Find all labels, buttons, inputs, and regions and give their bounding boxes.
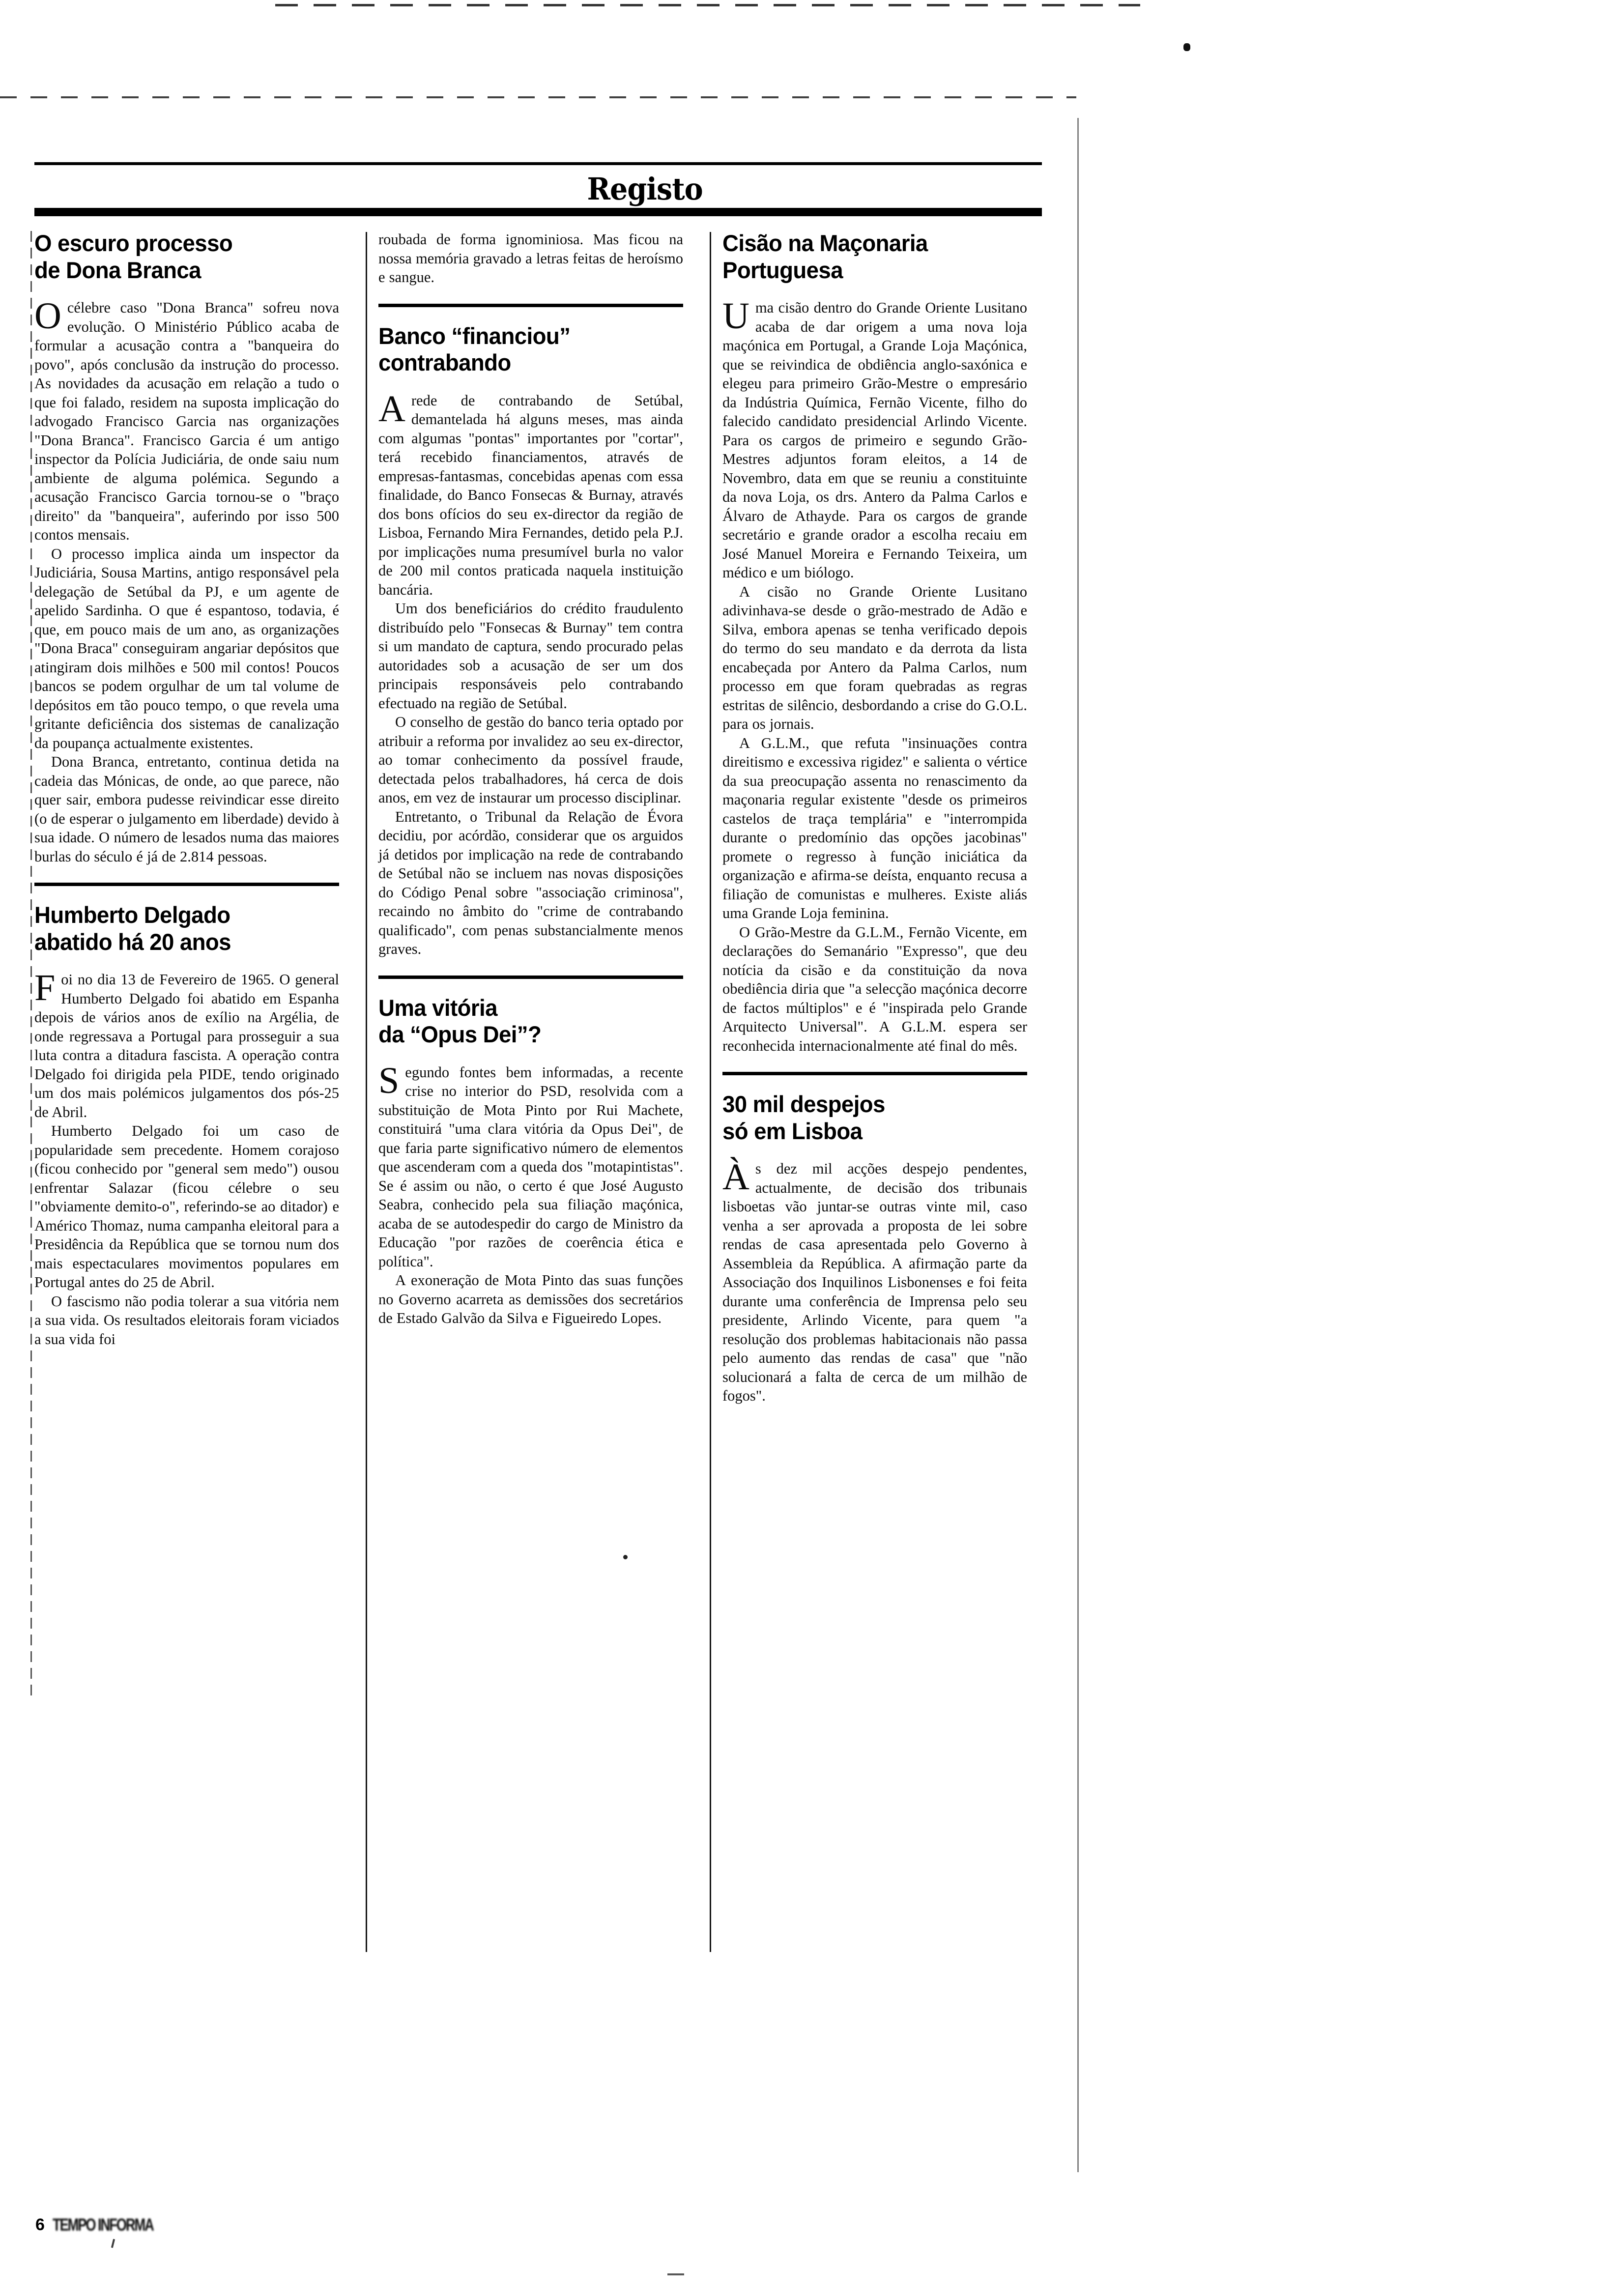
article-divider: [722, 1072, 1027, 1075]
column-1: [34, 230, 339, 1965]
article-headline: Cisão na Maçonaria Portuguesa: [722, 230, 928, 283]
section-masthead: [34, 162, 1042, 216]
scan-artifact-dot: [1183, 43, 1190, 51]
scan-artifact-left-edge: [30, 231, 32, 1695]
article-divider: [378, 304, 683, 307]
column-3: [722, 230, 1027, 1965]
article-dona-branca-continuation: [378, 230, 683, 287]
paragraph: A cisão no Grande Oriente Lusitano adivinhava-se desde o grão-mestrado de Adão e Silva, embora apenas se tenha verificado depois do termo do seu mandato e da derrota da lista encabeçada por Antero da Palma Carlos, num processo em que foram quebradas as regras estritas de silêncio, desbordando a crise do G.O.L. para os jornais.: [722, 583, 1027, 733]
article-body: [722, 1156, 1027, 1406]
paragraph: Océlebre caso "Dona Branca" sofreu nova evolução. O Ministério Público acaba de formular a acusação contra a "banqueira do povo", após conclusão da instrução do processo. As novidades da acusação em relação a tudo o que foi falado, residem na suposta implicação do advogado Francisco Garcia nas organizações "Dona Branca". Francisco Garcia é um antigo inspector da Polícia Judiciária, de onde saiu num ambiente de alguma polémica. Segundo a acusação Francisco Garcia tornou-se o "braço direito" da "banqueira", auferindo por isso 500 contos mensais.: [34, 295, 339, 544]
article-headline: Uma vitória da “Opus Dei”?: [378, 994, 542, 1048]
paragraph: Segundo fontes bem informadas, a recente crise no interior do PSD, resolvida com a substituição de Mota Pinto por Rui Machete, constituirá "uma clara vitória da Opus Dei", de que faria parte significativo número de elementos que ascenderam com a queda dos "motapintistas". Se é assim ou não, o certo é que José Augusto Seabra, conhecido pela sua filiação maçónica, acaba de se autodespedir do cargo de Ministro da Educação "por razões de coerência ética e política".: [378, 1060, 683, 1270]
scan-artifact-left-dashes: [0, 96, 1076, 98]
paragraph: O fascismo não podia tolerar a sua vitória nem a sua vida. Os resultados eleitorais foram viciados a sua vida foi: [34, 1292, 339, 1348]
article-dona-branca: [34, 230, 339, 866]
page-title: Registo: [587, 171, 703, 207]
article-columns: [34, 230, 1043, 1965]
article-divider: [34, 883, 339, 886]
page-number: 6: [35, 2215, 45, 2234]
paragraph: O Grão-Mestre da G.L.M., Fernão Vicente, em declarações do Semanário "Expresso", que deu notícia da cisão e da constituição da nova obediência diria que "a selecção maçónica decorre de factos múltiplos" e é "inspirada pelo Grande Arquitecto Universal". A G.L.M. espera ser reconhecida internacionalmente até final do mês.: [722, 923, 1027, 1054]
paragraph: A exoneração de Mota Pinto das suas funções no Governo acarreta as demissões dos secretários de Estado Galvão da Silva e Figueiredo Lopes.: [378, 1272, 683, 1327]
article-banco-contrabando: [378, 323, 683, 959]
scan-artifact-right-edge: [1077, 118, 1079, 2172]
paragraph: Entretanto, o Tribunal da Relação de Évora decidiu, por acórdão, considerar que os arguidos já detidos por implicação na rede de contrabando de Setúbal não se incluem nas novas disposições do Código Penal sobre "associação criminosa", recaindo no âmbito do "crime de contrabando qualificado", com penas substancialmente menos graves.: [378, 808, 683, 958]
paragraph: Humberto Delgado foi um caso de popularidade sem precedente. Homem corajoso (ficou conhecido por "general sem medo") ousou enfrentar Salazar (ficou célebre o seu "obviamente demito-o", referindo-se ao ditador) e Américo Thomaz, numa campanha eleitoral para a Presidência da República que se tornou num dos mais espectaculares movimentos populares em Portugal antes do 25 de Abril.: [34, 1122, 339, 1291]
paragraph: O conselho de gestão do banco teria optado por atribuir a reforma por invalidez ao seu ex-director, ao tomar conhecimento da possível fraude, detectada pelos trabalhadores, há cerca de dois anos, em vez de instaurar um processo disciplinar.: [378, 714, 683, 806]
article-humberto-delgado: [34, 902, 339, 1349]
paragraph: Uma cisão dentro do Grande Oriente Lusitano acaba de dar origem a uma nova loja maçónica em Portugal, a Grande Loja Maçónica, que se reivindica de obdiência anglo-saxónica e elegeu para primeiro Grão-Mestre o empresário da Indústria Química, Fernão Vicente, filho do falecido candidato presidencial Arlindo Vicente. Para os cargos de primeiro e segundo Grão-Mestres adjuntos foram eleitos, a 14 de Novembro, data em que se reuniu a constituinte da nova Loja, os drs. Antero da Palma Carlos e Álvaro de Athayde. Para os cargos de grande secretário e grande orador a escolha recaiu em José Manuel Moreira e Fernando Teixeira, um médico e um biólogo.: [722, 295, 1027, 581]
paragraph: Um dos beneficiários do crédito fraudulento distribuído pelo "Fonsecas & Burnay" tem contra si um mandato de captura, sendo procurado pelas autoridades sob a acusação de ser um dos principais responsáveis pelo contrabando efectuado na região de Setúbal.: [378, 600, 683, 712]
paragraph: roubada de forma ignominiosa. Mas ficou na nossa memória gravado a letras feitas de heroísmo e sangue.: [378, 231, 683, 286]
article-headline: O escuro processo de Dona Branca: [34, 230, 233, 283]
scan-artifact-tick: [111, 2239, 115, 2248]
article-divider: [378, 976, 683, 979]
article-body: [722, 295, 1027, 1055]
paragraph: A G.L.M., que refuta "insinuações contra direitismo e excessiva rigidez" e salienta o vértice da sua preocupação assenta no renascimento da maçonaria regular existente "desde os primeiros castelos de traça templária" e "interrompida durante o predomínio das opções jacobinas" promete o regresso à função iniciática da organização e afirma-se deísta, enquanto recusa a filiação de comunistas e mulheres. Existe aliás uma Grande Loja feminina.: [722, 734, 1027, 922]
article-headline: 30 mil despejos só em Lisboa: [722, 1091, 885, 1144]
paragraph: Arede de contrabando de Setúbal, demantelada há alguns meses, mas ainda com algumas "pontas" importantes por "cortar", terá recebido financiamentos, através de empresas-fantasmas, concebidas apenas com essa finalidade, do Banco Fonsecas & Burnay, através dos bons ofícios do seu ex-director da região de Lisboa, Fernando Mira Fernandes, detido pela P.J. por implicações numa presumível burla no valor de 200 mil contos praticada naquela instituição bancária.: [378, 388, 683, 598]
article-headline: Humberto Delgado abatido há 20 anos: [34, 902, 231, 955]
article-body: [378, 230, 683, 287]
paragraph: O processo implica ainda um inspector da Judiciária, Sousa Martins, antigo responsável pela delegação de Setúbal da PJ, e um agente de apelido Sardinha. O que é espantoso, todavia, é que, em pouco mais de um ano, as organizações "Dona Braca" conseguiram angariar depósitos que atingiram dois milhões e 500 mil contos! Poucos bancos se podem orgulhar de um tal volume de depósitos em tão pouco tempo, o que revela uma gritante deficiência dos sistemas de canalização da poupança actualmente existentes.: [34, 545, 339, 751]
paragraph: Dona Branca, entretanto, continua detida na cadeia das Mónicas, de onde, ao que parece, não quer sair, embora pudesse reivindicar esse direito (o de esperar o julgamento em liberdade) devido à sua idade. O número de lesados numa das maiores burlas do século é já de 2.814 pessoas.: [34, 753, 339, 865]
column-2: [378, 230, 683, 1965]
column-rule: [366, 232, 367, 1952]
article-headline: Banco “financiou” contrabando: [378, 322, 571, 376]
column-rule: [710, 232, 711, 1952]
scan-artifact-bottom-mark: [667, 2273, 684, 2275]
article-body: [378, 388, 683, 959]
article-cisao-maconaria: [722, 230, 1027, 1055]
article-body: [34, 967, 339, 1349]
paragraph: Às dez mil acções despejo pendentes, actualmente, de decisão dos tribunais lisboetas vão juntar-se outras vinte mil, caso venha a ser aprovada a proposta de lei sobre rendas de casa apresentada pelo Governo à Assembleia da República. A afirmação parte da Associação dos Inquilinos Lisbonenses e foi feita durante uma conferência de Imprensa pelo seu presidente, Arlindo Vicente, para quem "a resolução dos problemas habitacionais não passa pelo aumento das rendas de casa" que "não solucionará a falta de cerca de um milhão de fogos".: [722, 1156, 1027, 1405]
article-body: [378, 1060, 683, 1328]
article-opus-dei: [378, 995, 683, 1328]
paragraph: Foi no dia 13 de Fevereiro de 1965. O general Humberto Delgado foi abatido em Espanha depois de vários anos de exílio na Argélia, de onde regressava a Portugal para prosseguir a sua luta contra a ditadura fascista. A operação contra Delgado foi dirigida pela PIDE, tendo originado um dos mais polémicos julgamentos dos pós-25 de Abril.: [34, 967, 339, 1120]
page-footer: [35, 2214, 153, 2235]
article-body: [34, 295, 339, 866]
article-despejos-lisboa: [722, 1091, 1027, 1406]
publication-mark: TEMPO INFORMA: [52, 2214, 153, 2235]
scan-artifact-top-dashes: [275, 4, 1140, 6]
